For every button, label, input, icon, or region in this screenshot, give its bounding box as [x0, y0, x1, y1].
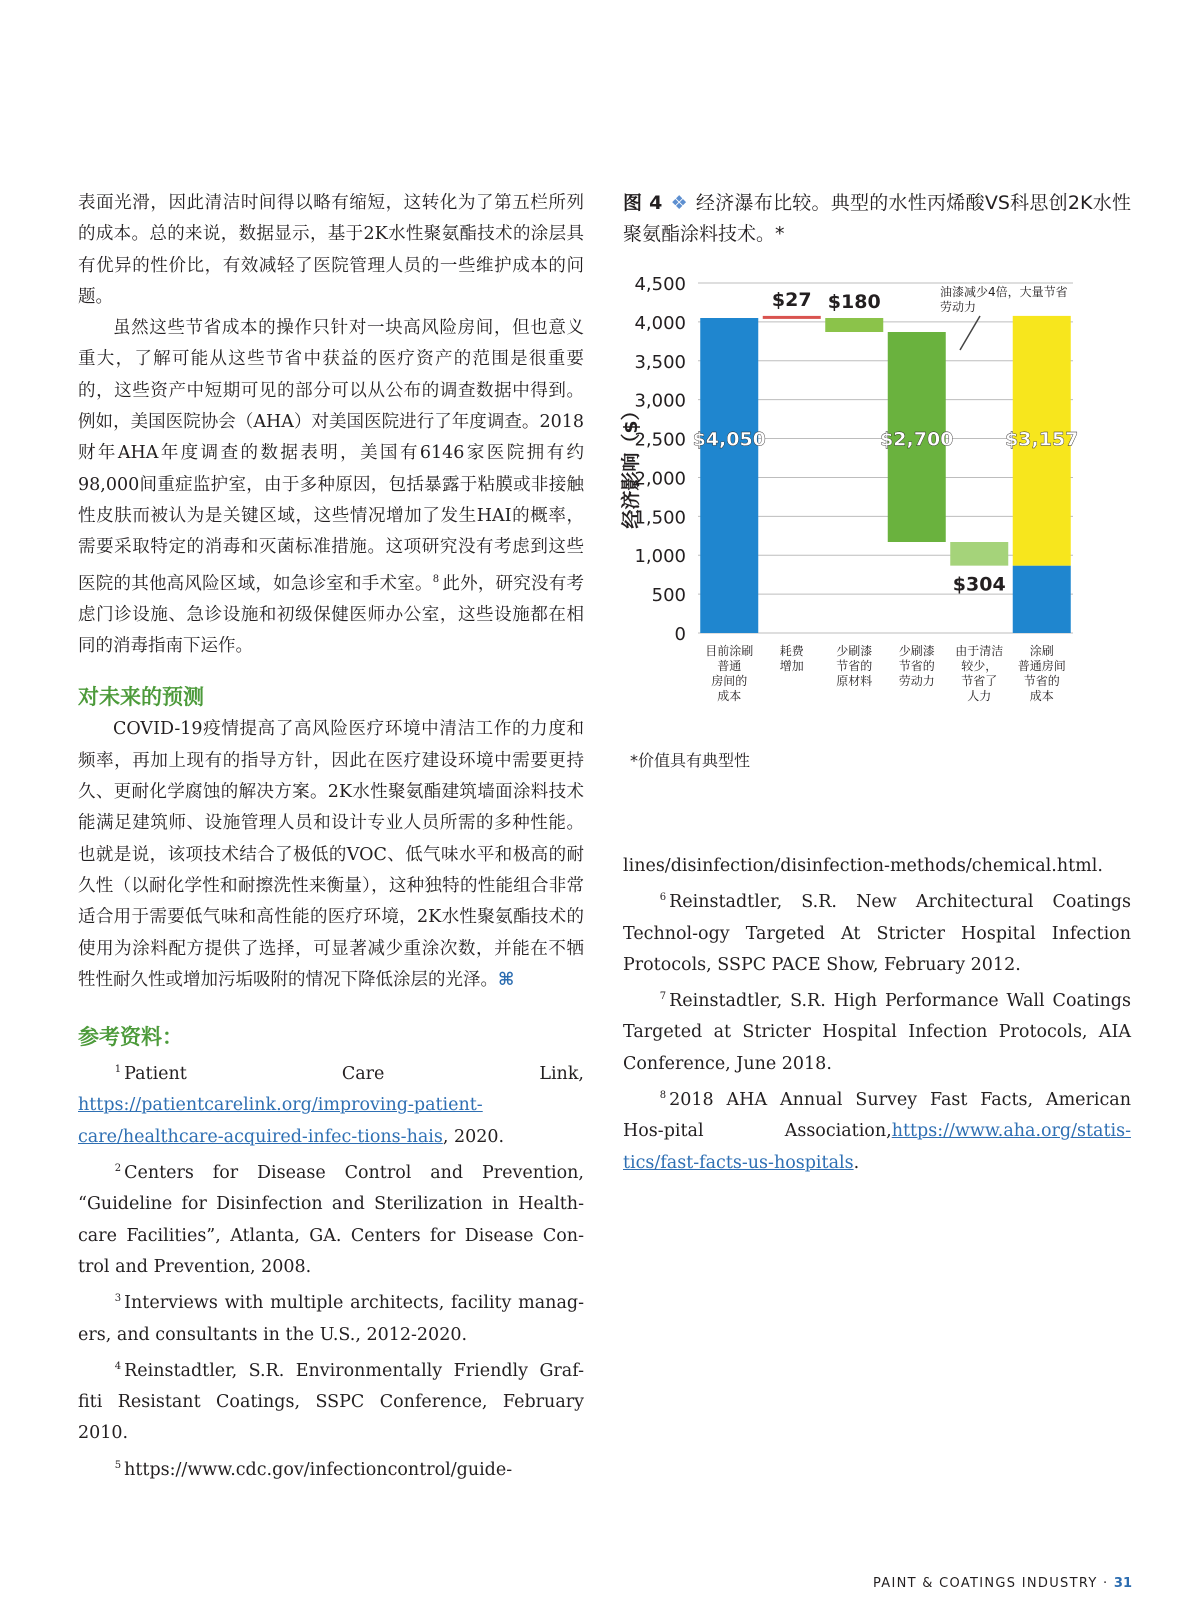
waterfall-bar	[825, 318, 883, 332]
x-category-label: 房间的	[711, 674, 748, 688]
reference-number: 8	[659, 1090, 667, 1102]
y-axis-label: 经济影响（$）	[620, 401, 642, 529]
x-category-label: 较少，	[961, 659, 998, 673]
paragraph-text: 虽然这些节省成本的操作只针对一块高风险房间，但也意义重大，了解可能从这些节省中获益的医疗资产的范围是很重要的，这些资产中短期可见的部分可以从公布的调查数据中得到。例如，美国医院协会（AHA）对美国医院进行了年度调查。2018财年AHA年度调查的数据表明，美国有6146家医院拥有约98,000间重症监护室，由于多种原因，包括暴露于粘膜或非接触性皮肤而被认为是关键区域，这些情况增加了发生HAI的概率，需要采取特定的消毒和灭菌标准措施。这项研究没有考虑到这些医院的其他高风险区域，如急诊室和手术室。	[78, 318, 584, 594]
reference-text: Centers for Disease Control and Prevention, “Guideline for Disinfection and Sterilization in Health-care Facilities”, Atlanta, GA. Centers for Disease Con-trol and Prevention, 2008.	[78, 1163, 584, 1277]
y-tick-label: 4,500	[634, 274, 686, 295]
reference-text: Reinstadtler, S.R. High Performance Wall Coatings Targeted at Stricter Hospital Infection Protocols, AIA Conference, June 2018.	[623, 991, 1131, 1074]
x-category-label: 节省了	[961, 674, 998, 688]
y-axis-ticks	[634, 274, 686, 645]
reference-text: Reinstadtler, S.R. New Architectural Coatings Technol-ogy Targeted At Stricter Hospital Infection Protocols, SSPC PACE Show, February 2012.	[623, 892, 1131, 975]
reference-number: 6	[659, 892, 667, 904]
figure-label: 图 4	[623, 192, 663, 214]
reference-text: 2018 AHA Annual Survey Fast Facts, American Hos-pital Association,	[623, 1090, 1131, 1142]
section-heading-future: 对未来的预测	[78, 685, 204, 710]
figure-note: *价值具有典型性	[630, 751, 751, 770]
x-category-label: 少刷漆	[836, 644, 873, 658]
bar-value-label: $3,157	[1005, 428, 1079, 451]
reference-link[interactable]: https://www.aha.org/statis-tics/fast-facts-us-hospitals	[623, 1121, 1131, 1173]
x-category-label: 涂刷	[1029, 644, 1054, 658]
page-number: 31	[1113, 1576, 1132, 1591]
reference-item	[78, 1351, 584, 1450]
reference-continuation: lines/disinfection/disinfection-methods/chemical.html.	[623, 856, 1103, 876]
paragraph-text: COVID-19疫情提高了高风险医疗环境中清洁工作的力度和频率，再加上现有的指导方针，因此在医疗建设环境中需要更持久、更耐化学腐蚀的解决方案。2K水性聚氨酯建筑墙面涂料技术能满足建筑师、设施管理人员和设计专业人员所需的多种性能。也就是说，该项技术结合了极低的VOC、低气味水平和极高的耐久性（以耐化学性和耐擦洗性来衡量），这种独特的性能组合非常适合用于需要低气味和高性能的医疗环境，2K水性聚氨酯技术的使用为涂料配方提供了选择，可显著减少重涂次数，并能在不牺牲性耐久性或增加污垢吸附的情况下降低涂层的光泽。	[78, 719, 584, 990]
x-category-label: 节省的	[898, 659, 935, 673]
waterfall-chart	[620, 274, 1103, 730]
waterfall-bar	[950, 542, 1008, 566]
references-continued	[623, 851, 1131, 1179]
figure-caption	[623, 188, 1131, 250]
left-column	[78, 188, 584, 1486]
body-paragraph	[78, 313, 584, 662]
y-tick-label: 1,000	[634, 546, 686, 568]
paragraph-text: 此外，研究没有考虑门诊设施、急诊设施和初级保健医师办公室，这些设施都在相同的消毒指南下运作。	[78, 573, 585, 657]
reference-text: Interviews with multiple architects, facility manag-ers, and consultants in the U.S., 2012-2020.	[78, 1293, 584, 1345]
waterfall-bar	[763, 316, 821, 319]
y-tick-label: 3,500	[634, 351, 686, 373]
reference-text: https://www.cdc.gov/infectioncontrol/guide-	[124, 1459, 513, 1480]
reference-text: .	[853, 1152, 860, 1173]
y-tick-label: 0	[674, 624, 686, 645]
y-tick-label: 1,500	[634, 507, 686, 529]
annotation-arrow	[960, 316, 980, 350]
x-category-label: 节省的	[836, 659, 873, 673]
waterfall-bar-bottom	[1013, 566, 1071, 633]
footer-separator: ·	[1103, 1576, 1109, 1591]
diamond-icon: ❖	[670, 192, 688, 214]
x-category-label: 少刷漆	[898, 644, 935, 658]
y-tick-label: 2,000	[634, 468, 686, 490]
y-tick-label: 2,500	[634, 429, 686, 451]
section-heading-references: 参考资料：	[78, 1025, 183, 1050]
reference-number: 7	[659, 991, 667, 1003]
x-category-label: 人力	[967, 689, 992, 703]
waterfall-bar	[700, 318, 758, 633]
body-paragraph	[78, 714, 584, 996]
y-tick-label: 4,000	[634, 312, 686, 334]
reference-number: 4	[114, 1360, 122, 1372]
reference-link[interactable]: https://patientcarelink.org/improving-patient-care/healthcare-acquired-infec-tions-hais	[78, 1095, 483, 1147]
reference-text: Reinstadtler, S.R. Environmentally Friendly Graf-fiti Resistant Coatings, SSPC Conference, February 2010.	[78, 1360, 584, 1444]
x-category-label: 耗费	[779, 644, 804, 658]
reference-number: 2	[114, 1163, 122, 1175]
x-category-label: 由于清洁	[955, 644, 1004, 658]
reference-item	[78, 1450, 584, 1486]
reference-item	[623, 882, 1131, 981]
reference-item	[78, 1153, 584, 1283]
y-tick-label: 500	[651, 585, 686, 607]
end-mark-icon: ⌘	[498, 969, 515, 990]
body-paragraph: 表面光滑，因此清洁时间得以略有缩短，这转化为了第五栏所列的成本。总的来说，数据显示，基于2K水性聚氨酯技术的涂层具有优异的性价比，有效减轻了医院管理人员的一些维护成本的问题。	[78, 193, 584, 307]
reference-number: 5	[114, 1459, 122, 1471]
reference-item	[623, 981, 1131, 1080]
x-category-label: 增加	[779, 659, 804, 673]
journal-name: PAINT & COATINGS INDUSTRY	[872, 1576, 1098, 1591]
reference-text: Patient Care Link,	[124, 1064, 584, 1085]
x-category-label: 劳动力	[898, 674, 935, 688]
bar-value-label: $304	[952, 573, 1006, 596]
bar-value-label: $180	[827, 291, 881, 313]
x-category-label: 普通	[717, 659, 742, 673]
reference-item	[623, 1080, 1131, 1179]
bar-value-label: $27	[771, 288, 812, 311]
reference-item	[78, 1054, 584, 1153]
annotation-text: 劳动力	[940, 300, 977, 314]
annotation-text: 油漆减少4倍，大量节省	[940, 285, 1068, 299]
reference-text: , 2020.	[442, 1126, 505, 1147]
figure-caption-block	[623, 188, 1131, 250]
bar-value-label: $2,700	[880, 428, 954, 451]
chart-bars	[700, 316, 1071, 633]
page-footer	[873, 1576, 1132, 1591]
citation-marker: 8	[432, 573, 440, 585]
reference-number: 3	[114, 1293, 122, 1305]
reference-item	[78, 1283, 584, 1351]
reference-number: 1	[114, 1064, 122, 1076]
x-category-label: 成本	[1029, 689, 1054, 703]
x-category-label: 成本	[717, 689, 742, 703]
x-category-label: 节省的	[1023, 674, 1060, 688]
bar-value-label: $4,050	[692, 428, 766, 451]
x-axis-labels	[705, 643, 1066, 703]
y-tick-label: 3,000	[634, 390, 686, 412]
figure-caption-text: 经济瀑布比较。典型的水性丙烯酸VS科思创2K水性聚氨酯涂料技术。*	[623, 192, 1131, 245]
x-category-label: 普通房间	[1017, 659, 1066, 673]
x-category-label: 原材料	[836, 674, 873, 688]
x-category-label: 目前涂刷	[705, 644, 754, 658]
